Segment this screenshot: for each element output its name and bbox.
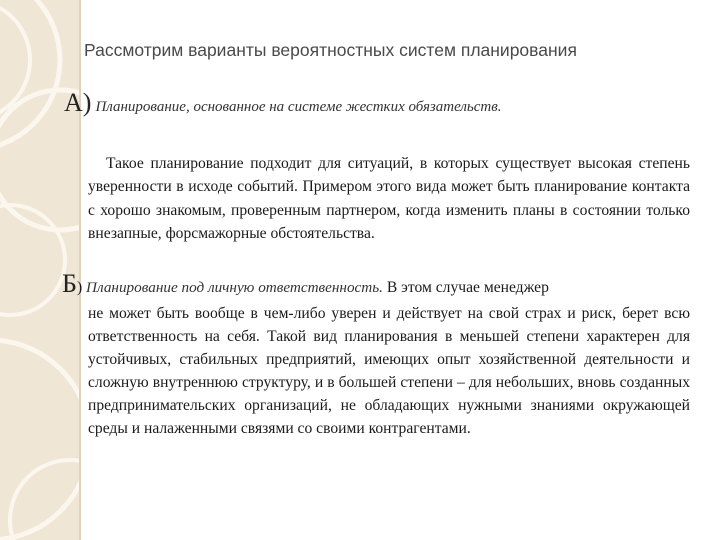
section-a-paragraph: Такое планирование подходит для ситуаций, в которых существует высокая степень уверенности в исходе событий. Примером этого вида может быть планирование контакта с хорошо знакомым, проверенным партнером, когда изменить планы в состоянии только внезапные, форсмажорные обстоятельства. [88, 155, 690, 243]
section-b-heading: Планирование под личную ответственность. [86, 279, 383, 296]
section-b-lead: В этом случае менеджер [382, 279, 549, 296]
section-a-heading: Планирование, основанное на системе жестких обязательств. [95, 99, 502, 115]
section-b [62, 270, 690, 441]
slide-title: Рассмотрим варианты вероятностных систем планирования [84, 40, 577, 60]
section-a-heading-line [64, 88, 714, 118]
section-b-marker-suffix: ) [76, 279, 83, 296]
section-a-marker: А) [64, 88, 92, 117]
section-b-heading-line [62, 270, 690, 302]
section-b-paragraph: не может быть вообще в чем-либо уверен и действует на свой страх и риск, берет всю ответственность на себя. Такой вид планирования в меньшей степени характерен для устойчивых, стабильных предприятий, имеющих опыт хозяйственной деятельности и сложную внутреннюю структуру, и в большей степени – для небольших, вновь созданных предпринимательских организаций, не обладающих нужными знаниями окружающей среды и налаженными связями со своими контрагентами. [88, 305, 690, 438]
section-b-marker: Б [62, 269, 77, 298]
